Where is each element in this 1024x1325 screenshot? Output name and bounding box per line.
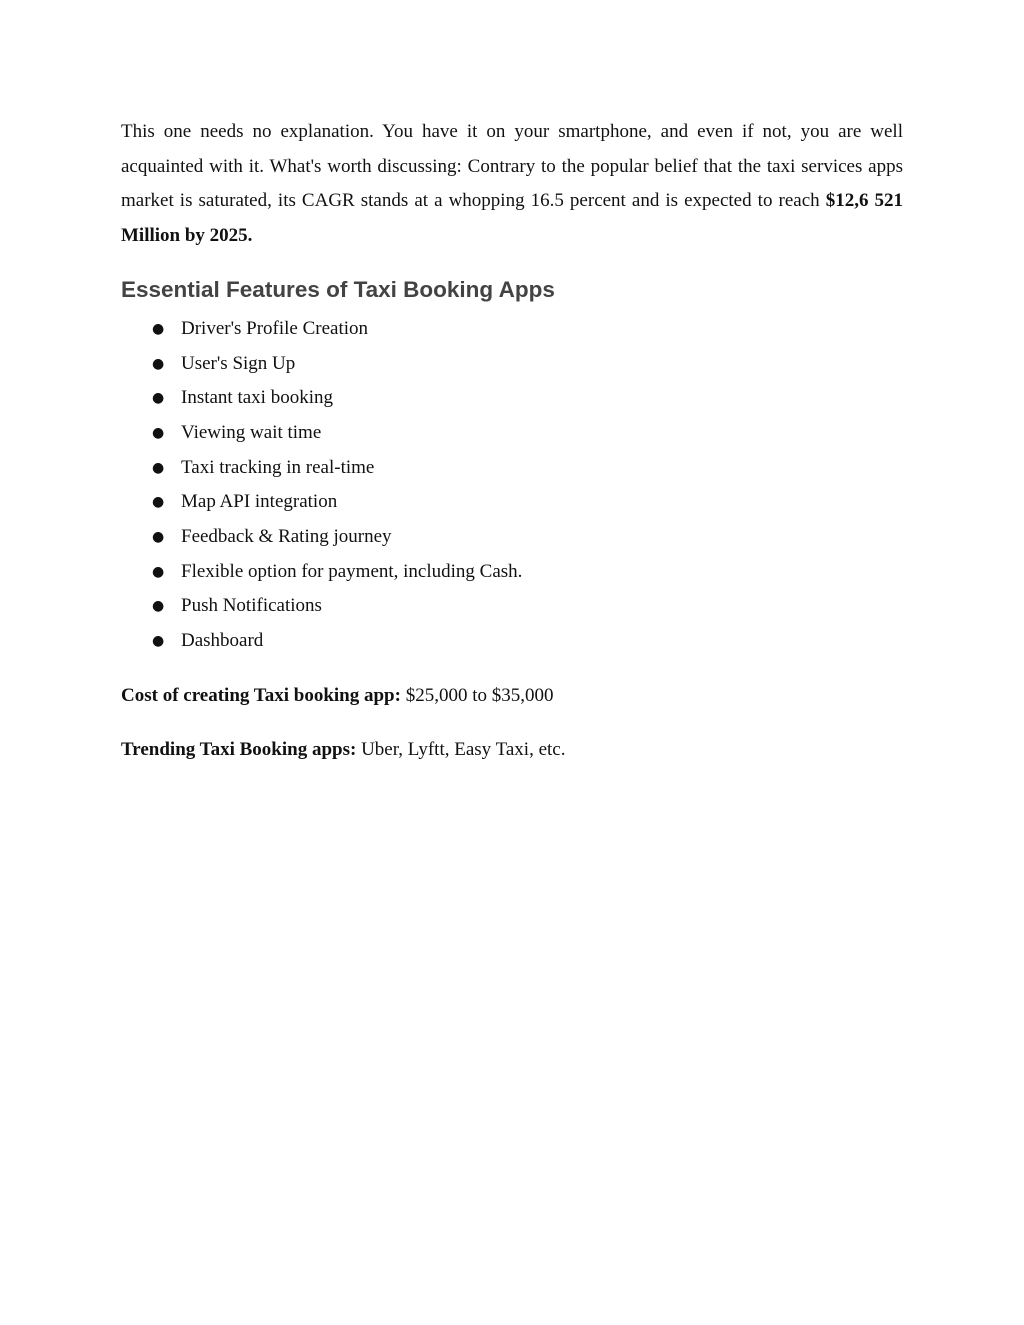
intro-paragraph [121, 115, 903, 254]
feature-label: Flexible option for payment, including Cash. [181, 560, 523, 582]
list-item [121, 624, 903, 659]
list-item [121, 520, 903, 555]
bullet-icon: ● [152, 494, 165, 511]
bullet-icon: ● [152, 598, 165, 615]
bullet-icon: ● [152, 563, 165, 580]
list-item [121, 589, 903, 624]
list-item [121, 347, 903, 382]
feature-label: Instant taxi booking [181, 387, 333, 409]
bullet-icon: ● [152, 320, 165, 337]
list-item [121, 416, 903, 451]
list-item [121, 312, 903, 347]
bullet-icon: ● [152, 390, 165, 407]
bullet-icon: ● [152, 355, 165, 372]
cost-label: Cost of creating Taxi booking app: [121, 684, 401, 706]
trending-label: Trending Taxi Booking apps: [121, 739, 357, 761]
trending-value: Uber, Lyftt, Easy Taxi, etc. [356, 739, 566, 761]
intro-text: This one needs no explanation. You have it on your smartphone, and even if not, you are well acquainted with it. What's worth discussing: Contrary to the popular belief that the taxi services apps market is saturated, its CAGR stands at a whopping 16.5 percent and is expected to reach [121, 121, 903, 212]
feature-label: Taxi tracking in real-time [181, 456, 375, 478]
trending-line [121, 733, 903, 768]
list-item [121, 555, 903, 590]
feature-label: User's Sign Up [181, 352, 296, 374]
document-page [121, 115, 903, 768]
intro-market-value: $12,6 521 Million by 2025. [121, 190, 903, 247]
feature-label: Viewing wait time [181, 421, 322, 443]
bullet-icon: ● [152, 633, 165, 649]
feature-label: Push Notifications [181, 595, 322, 617]
feature-label: Map API integration [181, 491, 338, 513]
feature-label: Feedback & Rating journey [181, 525, 392, 547]
section-heading: Essential Features of Taxi Booking Apps [121, 276, 555, 302]
list-item [121, 381, 903, 416]
list-item [121, 451, 903, 486]
feature-label: Dashboard [181, 630, 264, 651]
features-list [121, 312, 903, 659]
cost-line [121, 679, 903, 714]
feature-label: Driver's Profile Creation [181, 317, 369, 339]
cost-value: $25,000 to $35,000 [400, 684, 554, 706]
list-item [121, 485, 903, 520]
bullet-icon: ● [152, 424, 165, 441]
bullet-icon: ● [152, 459, 165, 476]
bullet-icon: ● [152, 528, 165, 545]
